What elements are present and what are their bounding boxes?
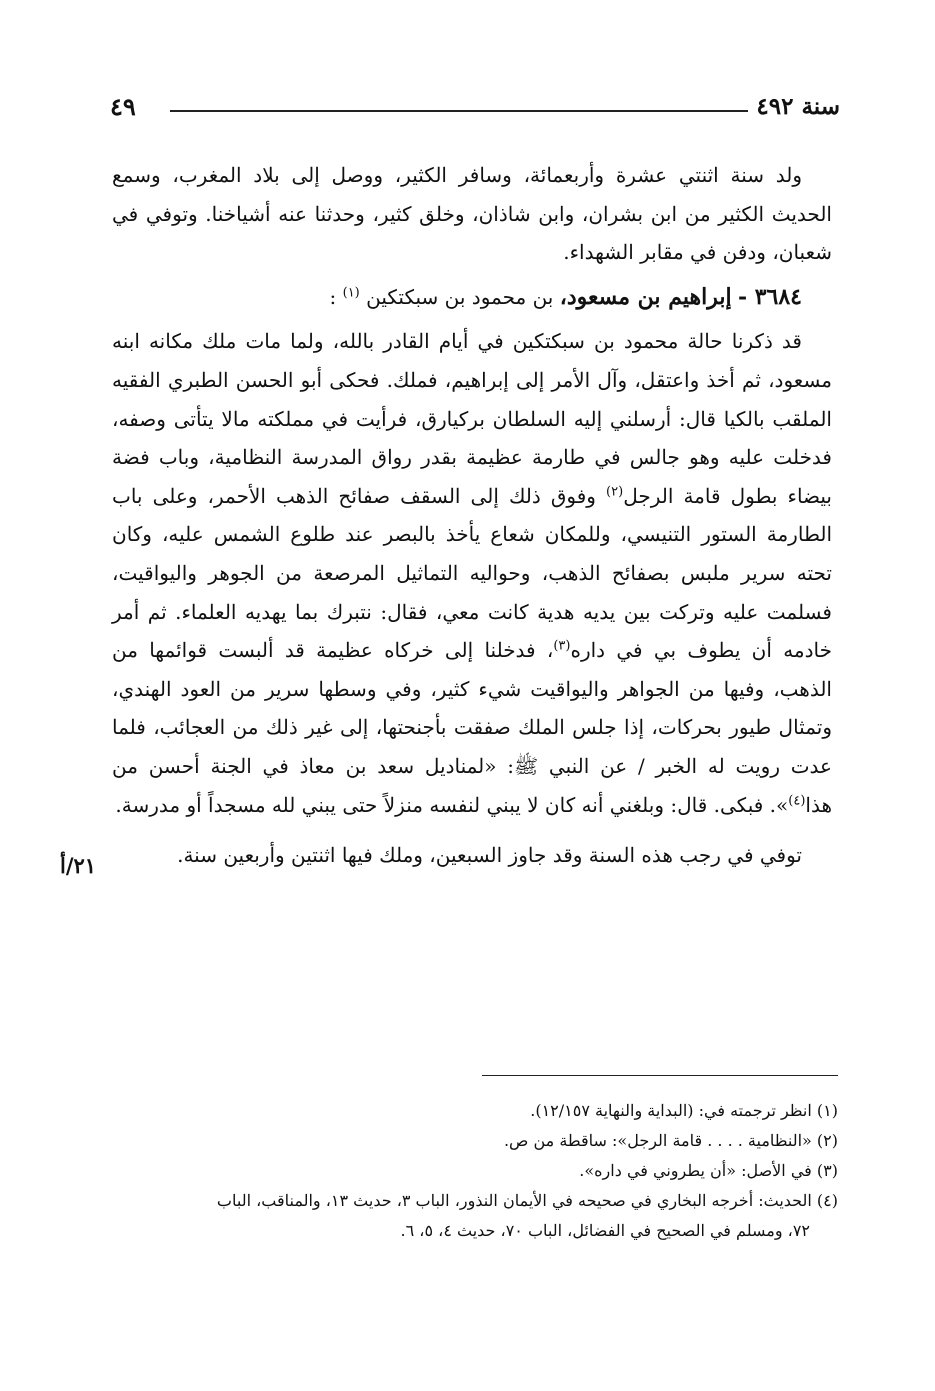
paragraph-spacer [112, 824, 832, 836]
header-rule [170, 110, 748, 112]
paragraph-3: توفي في رجب هذه السنة وقد جاوز السبعين، وملك فيها اثنتين وأربعين سنة. [177, 843, 802, 868]
page-number: ٤٩ [110, 92, 136, 121]
footnote-ref-3: (٣) [553, 638, 571, 654]
footnote-separator [482, 1075, 838, 1076]
entry-name: إبراهيم بن مسعود، [559, 283, 732, 310]
entry-lineage: بن محمود بن سبكتكين [366, 284, 554, 309]
running-head-year: سنة ٤٩٢ [756, 93, 840, 120]
manuscript-folio-marker: ٢١/أ [60, 853, 97, 878]
main-text [112, 156, 832, 875]
footnote-ref-4: (٤) [788, 792, 806, 808]
page-header [110, 92, 840, 126]
paragraph-2-part-b: وفوق ذلك إلى السقف صفائح الذهب الأحمر، وعلى باب الطارمة الستور التنيسي، وللمكان شعاع يأخذ بالبصر عند طلوع الشمس عليه، وكان تحته سرير ملبس بصفائح الذهب، وحواليه التماثيل المرصعة من الجوهر واليواقيت، فسلمت عليه وتركت بين يديه هدية كانت معي، فقال: نتبرك بما يهديه العلماء. ثم أمر خادمه أن يطوف بي في داره [112, 483, 832, 663]
footnote-4: (٤) الحديث: أخرجه البخاري في صحيحه في الأيمان النذور، الباب ٣، حديث ١٣، والمناقب، الباب [216, 1191, 838, 1210]
entry-heading [112, 278, 832, 317]
paragraph-2 [112, 322, 832, 824]
footnote-2: (٢) «النظامية . . . . قامة الرجل»: ساقطة من ص. [503, 1131, 838, 1150]
footnote-4-continued: ٧٢، ومسلم في الصحيح في الفضائل، الباب ٧٠، حديث ٤، ٥، ٦. [400, 1221, 810, 1240]
paragraph-2-part-a: قد ذكرنا حالة محمود بن سبكتكين في أيام القادر بالله، ولما مات ملك مكانه ابنه مسعود، ثم أخذ واعتقل، وآل الأمر إلى إبراهيم، فملك. فحكى أبو الحسن الطبري الفقيه الملقب بالكيا قال: أرسلني إليه السلطان بركيارق، فرأيت في مملكته مالا يتأتى وصفه، فدخلت عليه وهو جالس في طارمة عظيمة بقدر رواق المدرسة النظامية، وباب فضة بيضاء بطول قامة الرجل [112, 329, 832, 508]
paragraph-2-part-c: ، فدخلنا إلى خركاه عظيمة قد ألبست قوائمها من الذهب، وفيها من الجواهر واليواقيت شيء كثير، وفي وسطها سرير من العود الهندي، وتمثال طيور بحركات، إذا جلس الملك صفقت بأجنحتها، إلى غير ذلك من العجائب، فلما عدت رويت له الخبر / عن النبي ﷺ: «لمناديل سعد بن معاذ في الجنة أحسن من هذا [112, 638, 832, 817]
paragraph-2-part-d: ». فبكى. قال: وبلغني أنه كان لا يبني لنفسه منزلاً حتى يبني لله مسجداً أو مدرسة. [115, 792, 789, 817]
footnotes [112, 1096, 838, 1246]
footnote-ref-2: (٢) [606, 484, 624, 500]
footnote-1: (١) انظر ترجمته في: (البداية والنهاية ١٢/١٥٧). [530, 1101, 838, 1120]
footnote-3: (٣) في الأصل: «أن يطروني في داره». [579, 1161, 838, 1180]
entry-number: ٣٦٨٤ - [737, 283, 802, 310]
paragraph-1: ولد سنة اثنتي عشرة وأربعمائة، وسافر الكثير، ووصل إلى بلاد المغرب، وسمع الحديث الكثير من ابن بشران، وابن شاذان، وخلق كثير، وحدثنا عنه أشياخنا. وتوفي في شعبان، ودفن في مقابر الشهداء. [112, 163, 832, 265]
entry-colon: : [329, 284, 337, 309]
footnote-ref-1: (١) [342, 285, 360, 301]
